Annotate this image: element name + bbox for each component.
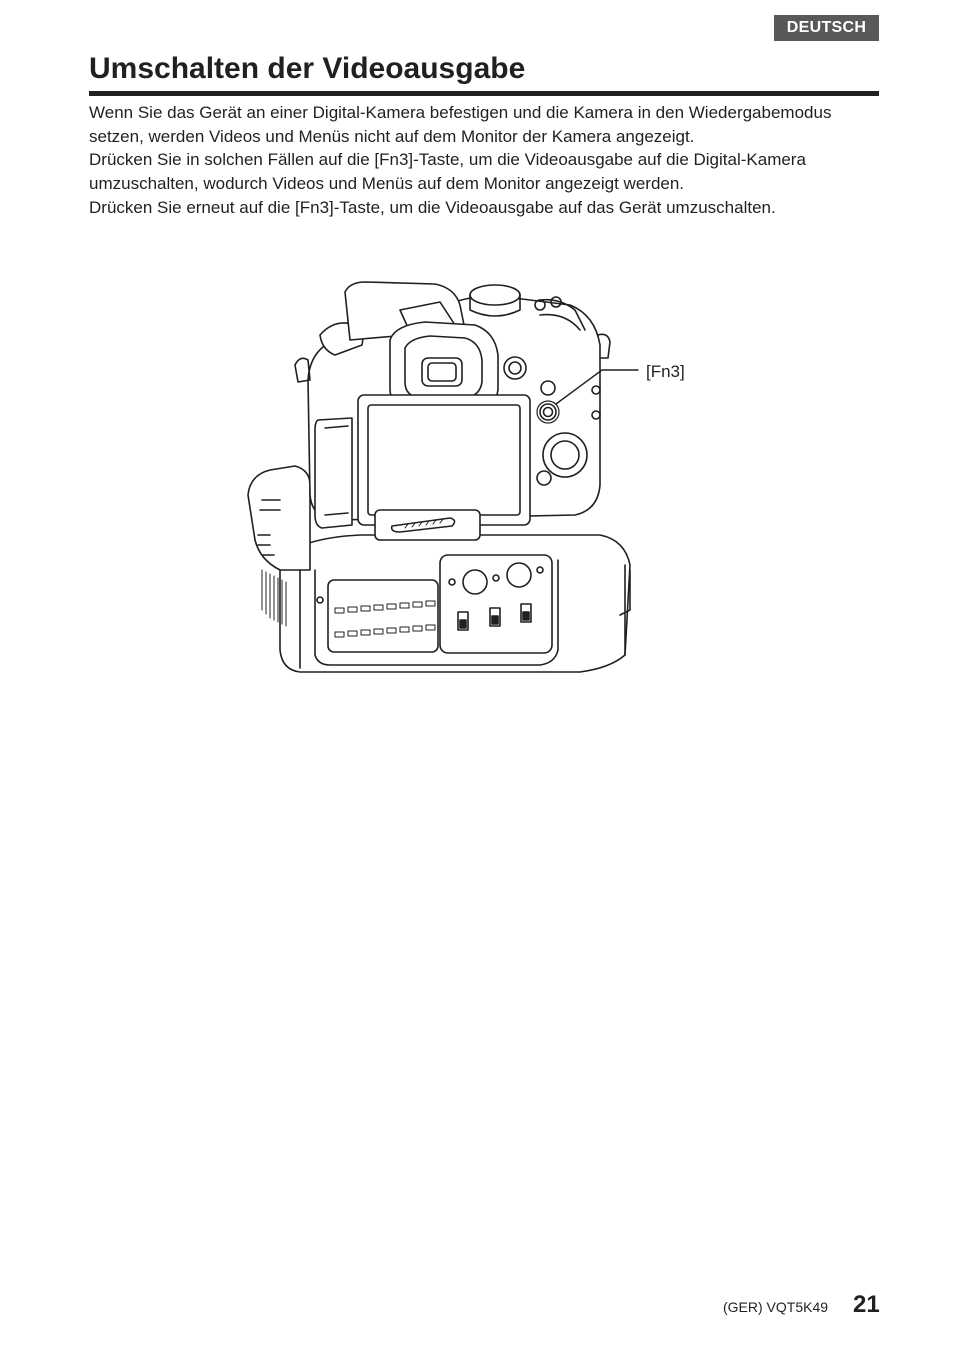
- paragraph-fn3-switch: Drücken Sie in solchen Fällen auf die [Fn3]-Taste, um die Videoausgabe auf die Digital-Kamera umzuschalten, wodurch Videos und Menüs auf dem Monitor angezeigt werden.: [89, 150, 806, 194]
- page-title: Umschalten der Videoausgabe: [89, 52, 526, 85]
- camera-illustration: [240, 270, 710, 680]
- title-divider: [89, 91, 879, 96]
- camera-with-unit-drawing: [240, 270, 710, 680]
- fn3-callout-label: [Fn3]: [646, 362, 685, 381]
- language-badge: DEUTSCH: [774, 15, 879, 41]
- paragraph-intro: Wenn Sie das Gerät an einer Digital-Kamera befestigen und die Kamera in den Wiedergabemodus setzen, werden Videos und Menüs nicht auf dem Monitor der Kamera angezeigt.: [89, 103, 832, 146]
- body-text: [89, 101, 889, 220]
- document-code: (GER) VQT5K49: [723, 1299, 829, 1315]
- page-number: 21: [853, 1291, 880, 1318]
- paragraph-fn3-return: Drücken Sie erneut auf die [Fn3]-Taste, um die Videoausgabe auf das Gerät umzuschalten.: [89, 197, 776, 217]
